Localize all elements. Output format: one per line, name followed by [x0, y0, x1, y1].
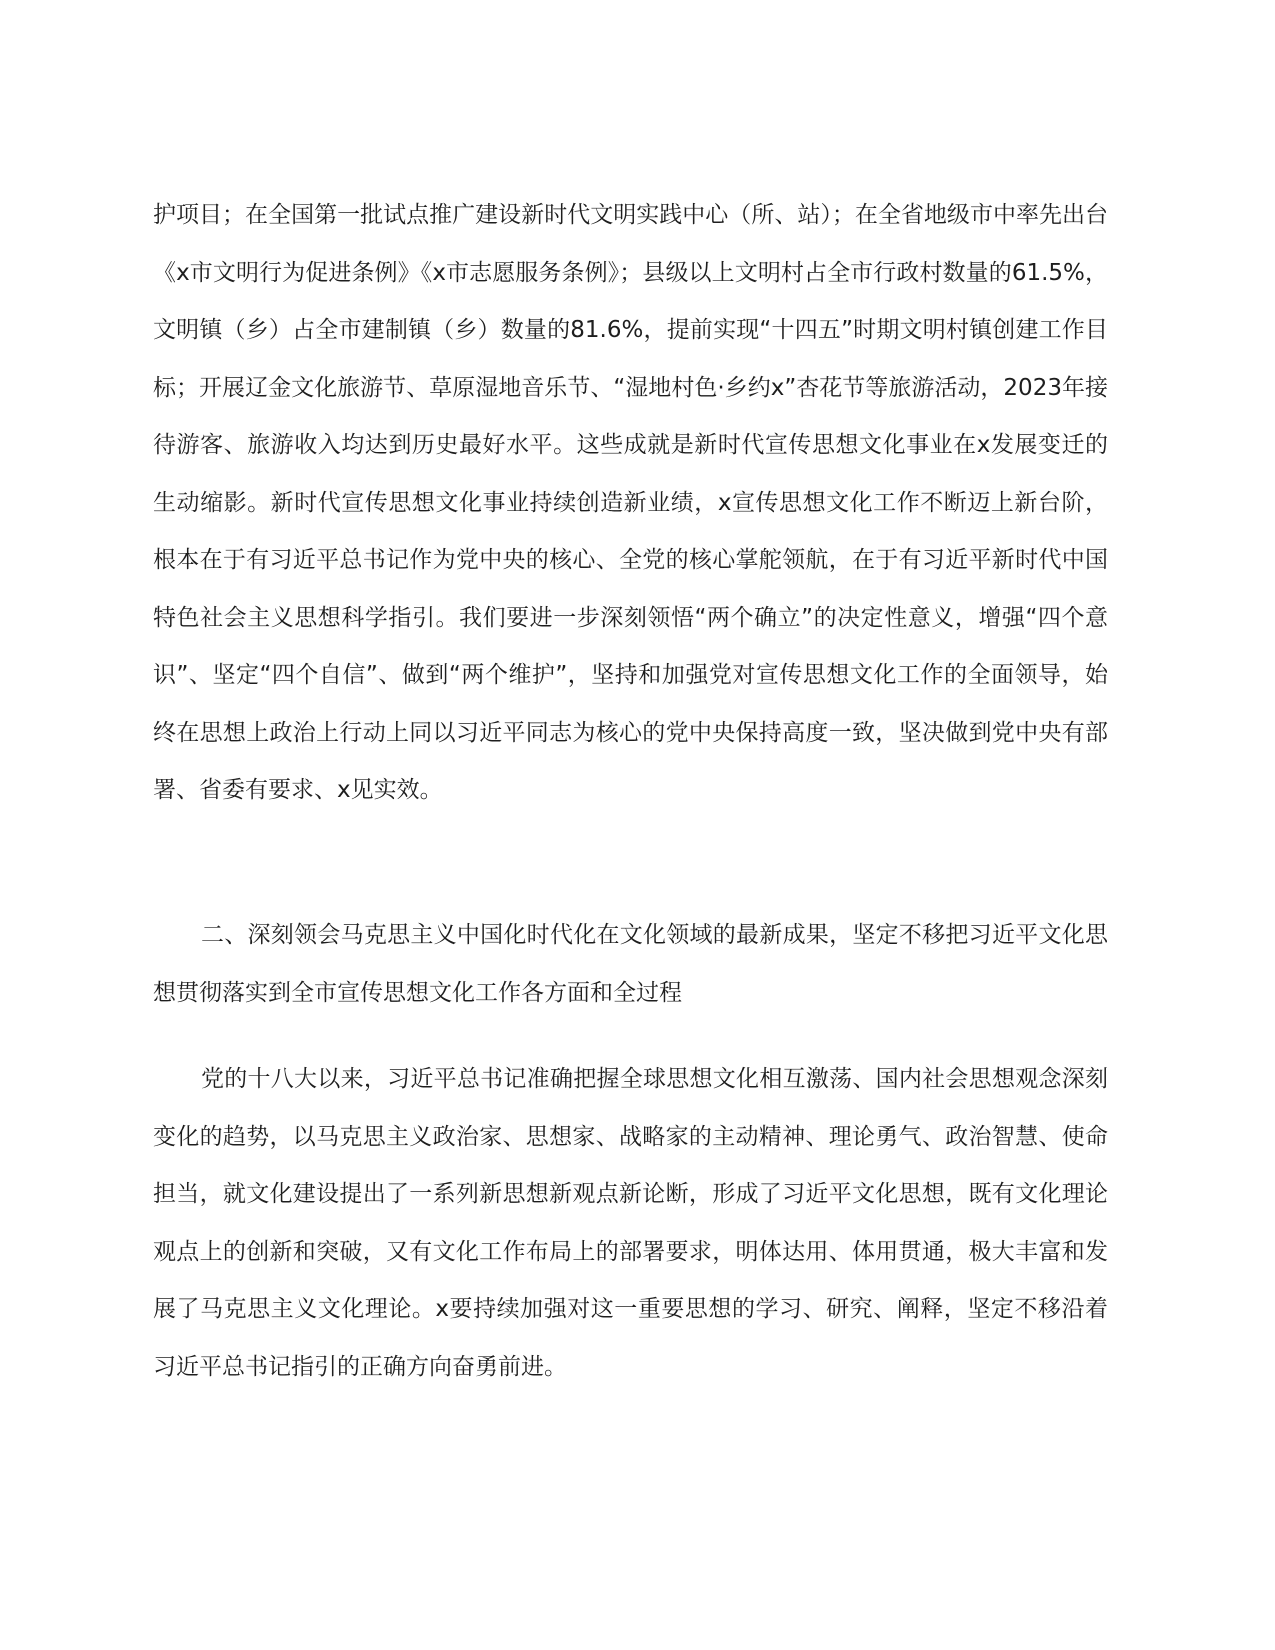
section-heading: 二、深刻领会马克思主义中国化时代化在文化领域的最新成果，坚定不移把习近平文化思想贯彻落实到全市宣传思想文化工作各方面和全过程: [153, 922, 1108, 1006]
body-paragraph: 护项目；在全国第一批试点推广建设新时代文明实践中心（所、站）；在全省地级市中率先出台《x市文明行为促进条例》《x市志愿服务条例》；县级以上文明村占全市行政村数量的61.5%，文明镇（乡）占全市建制镇（乡）数量的81.6%，提前实现“十四五”时期文明村镇创建工作目标；开展辽金文化旅游节、草原湿地音乐节、“湿地村色·乡约x”杏花节等旅游活动，2023年接待游客、旅游收入均达到历史最好水平。这些成就是新时代宣传思想文化事业在x发展变迁的生动缩影。新时代宣传思想文化事业持续创造新业绩，x宣传思想文化工作不断迈上新台阶，根本在于有习近平总书记作为党中央的核心、全党的核心掌舵领航，在于有习近平新时代中国特色社会主义思想科学指引。我们要进一步深刻领悟“两个确立”的决定性意义，增强“四个意识”、坚定“四个自信”、做到“两个维护”，坚持和加强党对宣传思想文化工作的全面领导，始终在思想上政治上行动上同以习近平同志为核心的党中央保持高度一致，坚决做到党中央有部署、省委有要求、x见实效。: [153, 202, 1108, 803]
body-paragraph: 党的十八大以来，习近平总书记准确把握全球思想文化相互激荡、国内社会思想观念深刻变化的趋势，以马克思主义政治家、思想家、战略家的主动精神、理论勇气、政治智慧、使命担当，就文化建设提出了一系列新思想新观点新论断，形成了习近平文化思想，既有文化理论观点上的创新和突破，又有文化工作布局上的部署要求，明体达用、体用贯通，极大丰富和发展了马克思主义文化理论。x要持续加强对这一重要思想的学习、研究、阐释，坚定不移沿着习近平总书记指引的正确方向奋勇前进。: [153, 1066, 1108, 1380]
